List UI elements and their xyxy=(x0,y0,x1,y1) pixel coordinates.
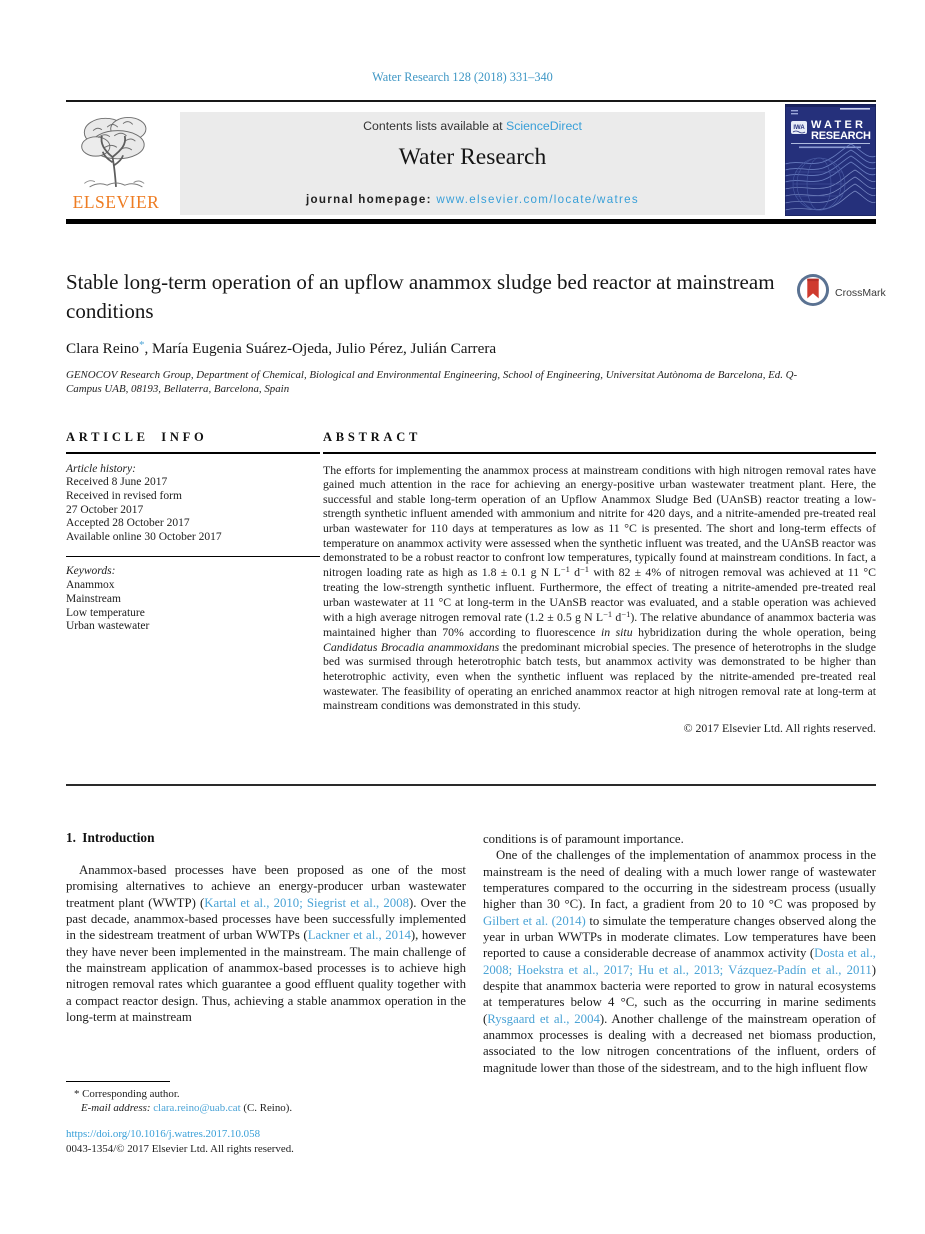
issn-line: 0043-1354/© 2017 Elsevier Ltd. All rights reserved. xyxy=(66,1142,294,1155)
corresponding-author-note: * Corresponding author. xyxy=(74,1088,180,1100)
elsevier-wordmark: ELSEVIER xyxy=(72,192,160,212)
text-segment: −1 xyxy=(580,563,590,574)
text-segment: ) despite that anammox bacteria were reported to grow in natural ecosystems at temperatures below 4 °C, such as the occurring in marine sediments ( xyxy=(483,962,876,1026)
homepage-link[interactable]: www.elsevier.com/locate/watres xyxy=(436,193,639,206)
journal-citation: Water Research 128 (2018) 331–340 xyxy=(372,70,553,84)
email-link[interactable]: clara.reino@uab.cat xyxy=(153,1102,241,1115)
text-segment: Anammox-based processes have been proposed as one of the most promising alternatives to achieve an energy-producer urban wastewater treatment plant (WWTP) ( xyxy=(66,863,466,910)
text-segment: ), however they have never been implemented in the mainstream. The main challenge of the mainstream application of anammox-based processes is to achieve high nitrogen removal rates which guarantee a good effluent quality together with a compact reactor design. Thus, achieving a stable anammox operation in the long-term at mainstream xyxy=(66,928,466,1025)
elsevier-tree-icon xyxy=(62,109,170,191)
citation-link[interactable]: Kartal et al., 2010; Siegrist et al., 2008 xyxy=(204,895,409,910)
citation-link[interactable]: Lackner et al., 2014 xyxy=(307,928,411,943)
history-item: Available online 30 October 2017 xyxy=(66,531,222,544)
text-segment: Candidatus Brocadia anammoxidans xyxy=(323,639,500,654)
intro-paragraph xyxy=(66,862,466,1025)
article-info-heading: ARTICLE INFO xyxy=(66,430,208,444)
keyword-item: Low temperature xyxy=(66,606,145,619)
journal-cover-thumbnail xyxy=(785,104,876,216)
keyword-item: Mainstream xyxy=(66,592,121,605)
footnote-block xyxy=(66,1087,486,1115)
text-segment: d xyxy=(612,609,622,624)
history-item: Received in revised form xyxy=(66,490,182,502)
corresponding-author-marker[interactable]: * xyxy=(138,338,145,351)
history-item: 27 October 2017 xyxy=(66,503,144,516)
cover-title-line2: RESEARCH xyxy=(811,130,871,142)
text-segment: to simulate the temperature changes observed along the year in urban WWTPs in moderate climates. Low temperatures have been reported to cause a considerable decrease of anammox activity ( xyxy=(483,913,876,961)
doi-link[interactable]: https://doi.org/10.1016/j.watres.2017.10.058 xyxy=(66,1128,261,1140)
intro-right-column xyxy=(483,831,876,1076)
history-item: Received 8 June 2017 xyxy=(66,476,168,489)
crossmark-label: CrossMark xyxy=(835,286,886,299)
intro-paragraph: conditions is of paramount importance. xyxy=(483,832,684,846)
text-segment: d xyxy=(569,564,580,579)
article-history-label: Article history: xyxy=(66,462,136,475)
header-rule xyxy=(66,100,876,102)
elsevier-logo xyxy=(62,109,170,217)
banner-bottom-bar xyxy=(66,219,876,224)
keyword-item: Urban wastewater xyxy=(66,620,150,633)
journal-title: Water Research xyxy=(398,144,547,170)
abstract-text xyxy=(323,463,876,713)
text-segment: ). Another challenge of the mainstream operation of anammox processes is dealing with a decreased net biomass production, associated to the low nitrogen concentrations of the influent, orders of magnitude lower than those of the sidestream, and to the high influent flow xyxy=(483,1011,876,1075)
email-line xyxy=(66,1101,486,1115)
text-segment: −1 xyxy=(621,608,631,619)
abstract-column xyxy=(323,430,876,736)
article-info-column xyxy=(66,430,320,634)
iwa-logo-text: IWA xyxy=(793,125,805,131)
text-segment: hybridization during the whole operation, being xyxy=(632,625,876,640)
footnote-rule xyxy=(66,1081,170,1082)
section-heading-introduction: 1. Introduction xyxy=(66,830,155,845)
keyword-item: Anammox xyxy=(66,579,115,592)
keywords-label: Keywords: xyxy=(66,565,116,578)
journal-banner xyxy=(180,112,765,215)
copyright-line: © 2017 Elsevier Ltd. All rights reserved. xyxy=(683,720,876,735)
text-segment: (C. Reino). xyxy=(240,1102,293,1115)
text-segment: The efforts for implementing the anammox process at mainstream conditions with high nitrogen removal rates have gained much attention in the race for achieving an energy-positive urban wastewater treatment plant. Here, the successful and stable long-term operation of an Upflow Anammox Sludge Bed (UAnSB) reactor treating a low-strength synthetic influent amended with ammonium and nitrite for 420 days, and a nitrite-amended pre-treated real urban wastewater for 110 days at temperatures as low as 11 °C is presented. The short and long-term effects of temperature on anammox activity were assessed when the synthetic influent was treated, and the UAnSB reactor was demonstrated to be a robust reactor to confront low temperatures, typically found at mainstream conditions. In fact, a nitrogen loading rate as high as 1.8 ± 0.1 g N L xyxy=(323,462,876,579)
keywords-rule xyxy=(66,556,320,558)
abstract-heading: ABSTRACT xyxy=(323,430,422,444)
text-segment: the predominant microbial species. The presence of heterotrophs in the sludge bed was surmised through heterotrophic batch tests, but anammox activity was demonstrated to be higher than heterotrophic activity, even when the synthetic influent was replaced by the nitrite-amended pre-treated real wastewater. The feasibility of operating an enriched anammox reactor at high nitrogen removal rate at long-term at mainstream conditions was demonstrated in this study. xyxy=(323,639,876,713)
crossmark-icon xyxy=(795,271,831,314)
text-segment: with 82 ± 4% of nitrogen removal was achieved at 11 °C treating the low-strength synthetic influent. Furthermore, the effect of treating a nitrite-amended pre-treated real urban wastewater at 11 °C at long-term in the UAnSB reactor was evaluated, and a stable operation was achieved with a high average nitrogen removal rate (1.2 ± 0.5 g N L xyxy=(323,564,876,624)
intro-left-column xyxy=(66,862,466,1025)
history-item: Accepted 28 October 2017 xyxy=(66,517,190,530)
contents-line xyxy=(363,119,582,133)
article-title: Stable long-term operation of an upflow anammox sludge bed reactor at mainstream conditions xyxy=(66,270,775,323)
homepage-label: journal homepage: xyxy=(305,193,437,206)
abstract-bottom-rule xyxy=(66,784,876,786)
text-segment: ). The relative abundance of anammox bacteria was maintained higher than 70% according to fluorescence xyxy=(323,609,876,640)
article-info-rule xyxy=(66,452,320,454)
doi-block xyxy=(66,1127,486,1156)
text-segment: in situ xyxy=(600,625,633,640)
citation-link[interactable]: Dosta et al., 2008; Hoekstra et al., 2017; Hu et al., 2013; Vázquez-Padín et al., 2011 xyxy=(483,946,876,977)
citation-link[interactable]: Rysgaard et al., 2004 xyxy=(487,1011,600,1026)
cover-title-line1: WATER xyxy=(811,119,863,131)
author-line xyxy=(66,340,496,358)
crossmark-badge[interactable] xyxy=(795,271,886,314)
text-segment: ). Over the past decade, anammox-based processes have been successfully implemented in the sidestream treatment of urban WWTPs ( xyxy=(66,895,467,943)
intro-paragraph xyxy=(483,847,876,1076)
text-segment: −1 xyxy=(560,563,570,574)
contents-prefix: Contents lists available at xyxy=(363,119,506,133)
abstract-rule xyxy=(323,452,876,454)
affiliation: GENOCOV Research Group, Department of Chemical, Biological and Environmental Engineering, School of Engineering, Universitat Autònoma de Barcelona, Ed. Q-Campus UAB, 08193, Bellaterra, Barcelona, Spain xyxy=(66,369,798,395)
text-segment: , María Eugenia Suárez-Ojeda, Julio Pérez, Julián Carrera xyxy=(144,340,497,357)
citation-link[interactable]: Gilbert et al. (2014) xyxy=(483,913,586,928)
text-segment: −1 xyxy=(603,608,613,619)
text-segment: Clara Reino xyxy=(66,340,139,357)
sciencedirect-link[interactable]: ScienceDirect xyxy=(506,119,582,133)
text-segment: E-mail address: xyxy=(81,1102,154,1115)
text-segment: One of the challenges of the implementation of anammox process in the mainstream is the need of dealing with a much lower range of wastewater temperatures compared to the occurring in the sidestream process (usually higher than 30 °C). In fact, a gradient from 20 to 10 °C was proposed by xyxy=(483,848,876,912)
homepage-line xyxy=(306,193,639,206)
